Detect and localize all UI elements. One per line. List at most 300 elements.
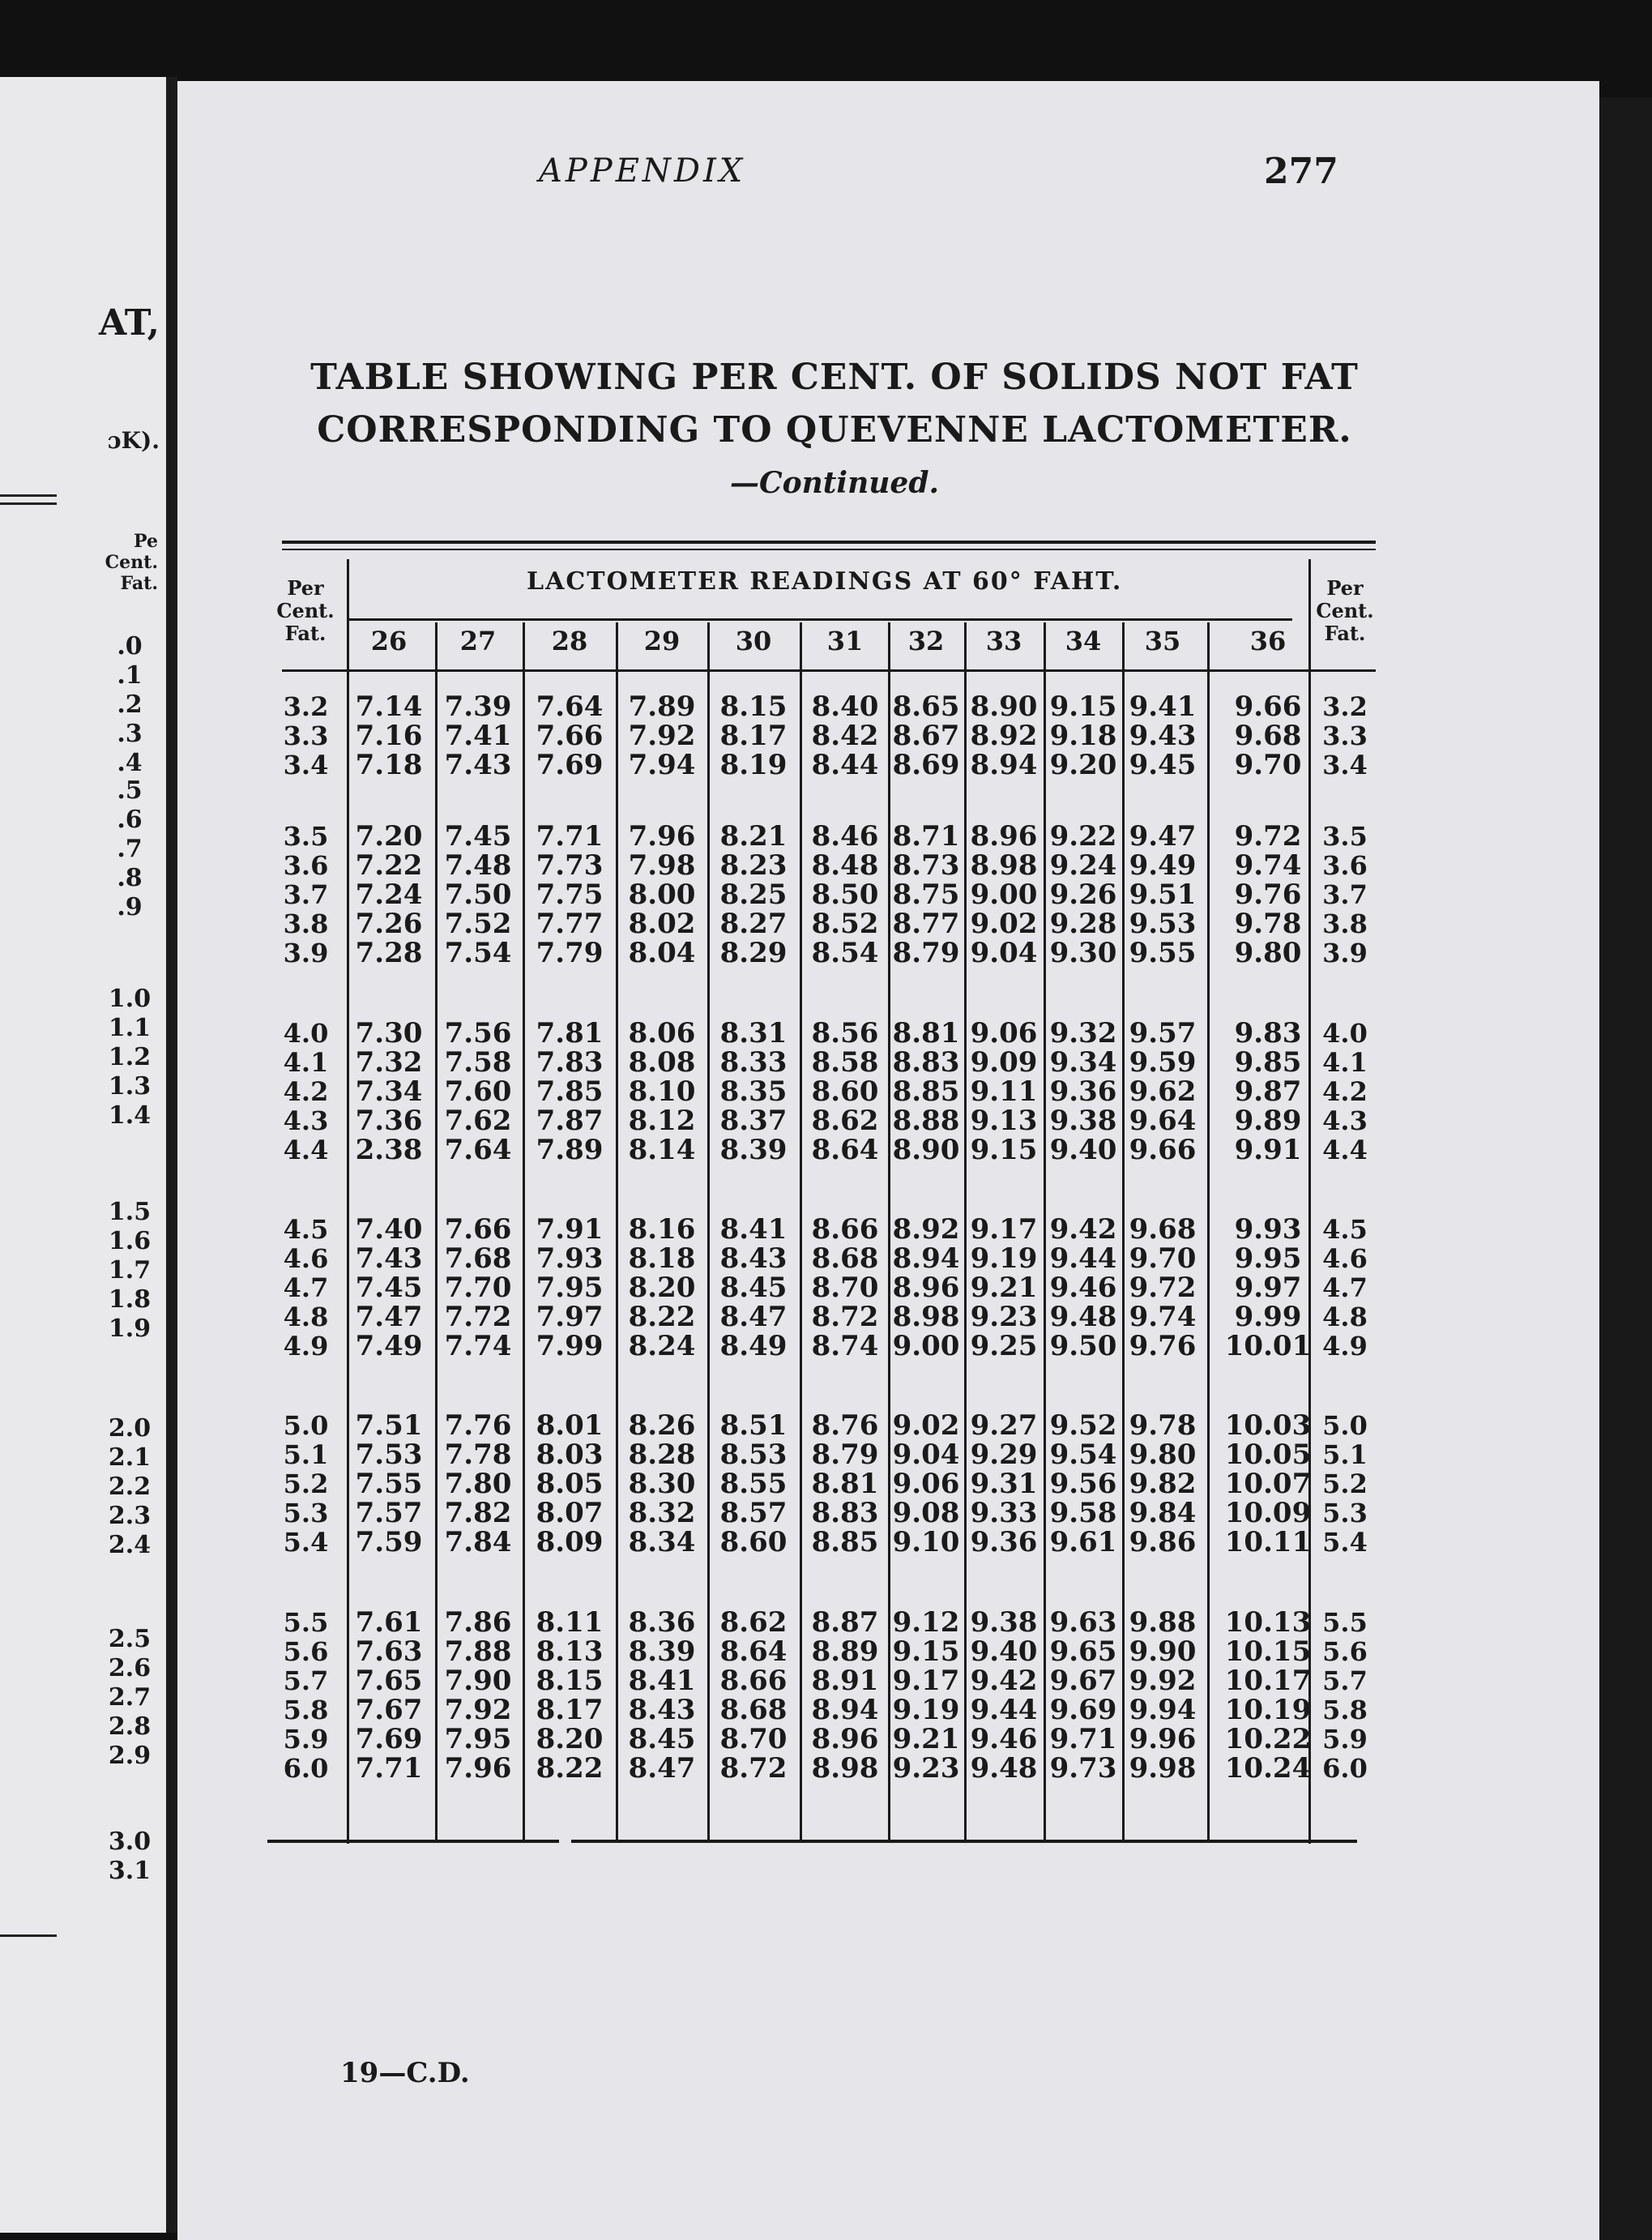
fat-percent-cell: 3.5 [283,821,329,852]
solids-not-fat-cell: 9.00 [892,1330,960,1362]
column-header-rule [282,669,1376,672]
fat-percent-cell: 5.7 [283,1665,329,1696]
solids-not-fat-cell: 8.72 [719,1752,788,1785]
solids-not-fat-cell: 10.13 [1224,1606,1312,1639]
solids-not-fat-cell: 9.78 [1129,1409,1197,1442]
solids-not-fat-cell: 7.66 [536,720,604,752]
fat-percent-cell: 4.4 [283,1135,329,1165]
solids-not-fat-cell: 8.64 [719,1635,788,1668]
fat-percent-cell-right: 5.3 [1322,1498,1368,1528]
solids-not-fat-cell: 7.97 [536,1301,604,1333]
solids-not-fat-cell: 9.57 [1129,1017,1197,1049]
solids-not-fat-cell: 7.94 [628,749,696,781]
solids-not-fat-cell: 8.48 [811,849,879,882]
solids-not-fat-cell: 7.30 [355,1017,423,1049]
solids-not-fat-cell: 7.62 [444,1105,512,1137]
solids-not-fat-cell: 9.28 [1049,908,1117,940]
solids-not-fat-cell: 8.39 [628,1635,696,1668]
solids-not-fat-cell: 7.86 [444,1606,512,1639]
fat-percent-cell-right: 5.2 [1322,1468,1368,1499]
solids-not-fat-cell: 8.45 [719,1272,788,1304]
fat-percent-cell-right: 5.4 [1322,1527,1368,1558]
solids-not-fat-cell: 9.41 [1129,690,1197,723]
solids-not-fat-cell: 9.06 [892,1468,960,1500]
solids-not-fat-cell: 7.80 [444,1468,512,1500]
running-header: APPENDIX [539,152,746,190]
solids-not-fat-cell: 7.28 [355,937,423,969]
solids-not-fat-cell: 9.72 [1129,1272,1197,1304]
column-header: 28 [551,626,588,656]
solids-not-fat-cell: 7.83 [536,1046,604,1079]
solids-not-fat-cell: 9.91 [1234,1134,1302,1166]
solids-not-fat-cell: 9.23 [970,1301,1038,1333]
solids-not-fat-cell: 9.22 [1049,820,1117,853]
fat-percent-cell-right: 3.2 [1322,691,1368,722]
page-edge-shadow [1599,97,1652,2240]
solids-not-fat-cell: 9.68 [1234,720,1302,752]
column-header: 29 [643,626,681,656]
solids-not-fat-cell: 9.17 [892,1665,960,1697]
solids-not-fat-cell: 9.15 [892,1635,960,1668]
solids-not-fat-cell: 9.56 [1049,1468,1117,1500]
solids-not-fat-cell: 9.71 [1049,1723,1117,1755]
solids-not-fat-cell: 8.55 [719,1468,788,1500]
table-bottom-rule [571,1840,1357,1843]
solids-not-fat-cell: 7.20 [355,820,423,853]
fat-percent-cell-right: 3.8 [1322,908,1368,939]
solids-not-fat-cell: 9.17 [970,1213,1038,1246]
solids-not-fat-cell: 8.98 [811,1752,879,1785]
solids-not-fat-cell: 8.90 [970,690,1038,723]
solids-not-fat-cell: 9.69 [1049,1694,1117,1726]
solids-not-fat-cell: 7.82 [444,1497,512,1529]
solids-not-fat-cell: 7.73 [536,849,604,882]
solids-not-fat-cell: 9.89 [1234,1105,1302,1137]
left-page-bottom-rule [0,1934,57,1937]
fat-percent-cell: 5.0 [283,1410,329,1441]
solids-not-fat-cell: 8.28 [628,1438,696,1471]
solids-not-fat-cell: 9.15 [970,1134,1038,1166]
solids-not-fat-cell: 7.14 [355,690,423,723]
solids-not-fat-cell: 7.51 [355,1409,423,1442]
solids-not-fat-cell: 7.47 [355,1301,423,1333]
previous-page-edge [0,77,166,2233]
solids-not-fat-cell: 8.62 [719,1606,788,1639]
solids-not-fat-cell: 10.05 [1224,1438,1312,1471]
solids-not-fat-cell: 7.69 [536,749,604,781]
solids-not-fat-cell: 8.26 [628,1409,696,1442]
solids-not-fat-cell: 8.98 [970,849,1038,882]
solids-not-fat-cell: 8.56 [811,1017,879,1049]
table-top-rule [282,541,1376,544]
fat-percent-cell-right: 3.7 [1322,879,1368,910]
solids-not-fat-cell: 9.61 [1049,1526,1117,1558]
solids-not-fat-cell: 9.51 [1129,878,1197,911]
solids-not-fat-cell: 9.93 [1234,1213,1302,1246]
solids-not-fat-cell: 8.58 [811,1046,879,1079]
fat-percent-cell-right: 4.0 [1322,1018,1368,1049]
fat-percent-cell: 5.6 [283,1636,329,1667]
column-header: 35 [1144,626,1181,656]
left-page-fat-value: .6 [117,806,143,834]
solids-not-fat-cell: 9.13 [970,1105,1038,1137]
solids-not-fat-cell: 9.04 [970,937,1038,969]
solids-not-fat-cell: 8.41 [719,1213,788,1246]
solids-not-fat-cell: 8.19 [719,749,788,781]
solids-not-fat-cell: 9.92 [1129,1665,1197,1697]
solids-not-fat-cell: 9.74 [1129,1301,1197,1333]
solids-not-fat-cell: 8.46 [811,820,879,853]
fat-percent-cell: 4.8 [283,1302,329,1332]
solids-not-fat-cell: 7.34 [355,1075,423,1108]
solids-not-fat-cell: 7.90 [444,1665,512,1697]
solids-not-fat-cell: 9.08 [892,1497,960,1529]
solids-not-fat-cell: 8.83 [892,1046,960,1079]
solids-not-fat-cell: 8.70 [719,1723,788,1755]
solids-not-fat-cell: 8.41 [628,1665,696,1697]
solids-not-fat-cell: 8.71 [892,820,960,853]
fat-percent-cell: 3.3 [283,720,329,751]
solids-not-fat-cell: 9.78 [1234,908,1302,940]
solids-not-fat-cell: 7.58 [444,1046,512,1079]
solids-not-fat-cell: 9.15 [1049,690,1117,723]
solids-not-fat-cell: 10.03 [1224,1409,1312,1442]
fat-percent-cell-right: 4.6 [1322,1243,1368,1274]
solids-not-fat-cell: 7.32 [355,1046,423,1079]
fat-percent-cell: 5.2 [283,1468,329,1499]
solids-not-fat-cell: 9.43 [1129,720,1197,752]
left-page-fat-value: 2.5 [108,1625,152,1653]
solids-not-fat-cell: 9.76 [1129,1330,1197,1362]
solids-not-fat-cell: 9.29 [970,1438,1038,1471]
solids-not-fat-cell: 7.92 [628,720,696,752]
solids-not-fat-cell: 9.82 [1129,1468,1197,1500]
column-header: 26 [370,626,408,656]
solids-not-fat-cell: 9.49 [1129,849,1197,882]
solids-not-fat-cell: 9.02 [892,1409,960,1442]
fat-percent-cell: 3.4 [283,750,329,780]
solids-not-fat-cell: 9.23 [892,1752,960,1785]
solids-not-fat-cell: 8.05 [536,1468,604,1500]
left-page-rule [0,494,57,497]
solids-not-fat-cell: 8.12 [628,1105,696,1137]
solids-not-fat-cell: 10.09 [1224,1497,1312,1529]
solids-not-fat-cell: 9.18 [1049,720,1117,752]
solids-not-fat-cell: 9.44 [970,1694,1038,1726]
left-page-fat-value: 2.9 [108,1742,152,1770]
solids-not-fat-cell: 8.33 [719,1046,788,1079]
solids-not-fat-cell: 7.66 [444,1213,512,1246]
solids-not-fat-cell: 8.18 [628,1242,696,1275]
solids-not-fat-cell: 10.11 [1224,1526,1312,1558]
fat-percent-cell-right: 5.1 [1322,1439,1368,1470]
fat-percent-cell-right: 5.0 [1322,1410,1368,1441]
fat-percent-cell: 4.7 [283,1272,329,1303]
solids-not-fat-cell: 8.43 [719,1242,788,1275]
solids-not-fat-cell: 7.43 [355,1242,423,1275]
solids-not-fat-cell: 9.30 [1049,937,1117,969]
fat-percent-cell: 4.1 [283,1047,329,1078]
solids-not-fat-cell: 9.86 [1129,1526,1197,1558]
solids-not-fat-cell: 9.59 [1129,1046,1197,1079]
solids-not-fat-cell: 8.22 [536,1752,604,1785]
solids-not-fat-cell: 7.99 [536,1330,604,1362]
solids-not-fat-cell: 7.69 [355,1723,423,1755]
solids-not-fat-cell: 9.65 [1049,1635,1117,1668]
column-header: 30 [735,626,772,656]
fat-percent-cell: 4.3 [283,1105,329,1136]
solids-not-fat-cell: 9.64 [1129,1105,1197,1137]
solids-not-fat-cell: 8.36 [628,1606,696,1639]
solids-not-fat-cell: 9.00 [970,878,1038,911]
solids-not-fat-cell: 9.68 [1129,1213,1197,1246]
solids-not-fat-cell: 8.24 [628,1330,696,1362]
solids-not-fat-cell: 8.68 [811,1242,879,1275]
solids-not-fat-cell: 8.68 [719,1694,788,1726]
fat-percent-cell: 5.1 [283,1439,329,1470]
fat-percent-cell-right: 4.8 [1322,1302,1368,1332]
solids-not-fat-cell: 9.94 [1129,1694,1197,1726]
solids-not-fat-cell: 9.62 [1129,1075,1197,1108]
solids-not-fat-cell: 8.60 [811,1075,879,1108]
solids-not-fat-cell: 8.81 [892,1017,960,1049]
solids-not-fat-cell: 8.96 [811,1723,879,1755]
solids-not-fat-cell: 9.04 [892,1438,960,1471]
left-page-fat-value: .9 [117,893,143,921]
solids-not-fat-cell: 9.54 [1049,1438,1117,1471]
readings-heading-rule [348,618,1292,621]
solids-not-fat-cell: 8.20 [536,1723,604,1755]
solids-not-fat-cell: 9.46 [1049,1272,1117,1304]
fat-percent-cell-right: 4.5 [1322,1214,1368,1245]
solids-not-fat-cell: 9.55 [1129,937,1197,969]
solids-not-fat-cell: 8.65 [892,690,960,723]
solids-not-fat-cell: 7.71 [355,1752,423,1785]
solids-not-fat-cell: 8.62 [811,1105,879,1137]
solids-not-fat-cell: 9.88 [1129,1606,1197,1639]
solids-not-fat-cell: 9.21 [970,1272,1038,1304]
solids-not-fat-cell: 9.83 [1234,1017,1302,1049]
solids-not-fat-cell: 8.66 [811,1213,879,1246]
solids-not-fat-cell: 9.80 [1234,937,1302,969]
solids-not-fat-cell: 8.50 [811,878,879,911]
solids-not-fat-cell: 8.85 [892,1075,960,1108]
solids-not-fat-cell: 8.44 [811,749,879,781]
solids-not-fat-cell: 8.30 [628,1468,696,1500]
solids-not-fat-cell: 9.38 [1049,1105,1117,1137]
table-bottom-rule [267,1840,559,1843]
solids-not-fat-cell: 8.35 [719,1075,788,1108]
left-page-fat-value: 1.1 [108,1014,152,1042]
solids-not-fat-cell: 10.22 [1224,1723,1312,1755]
solids-not-fat-cell: 8.09 [536,1526,604,1558]
solids-not-fat-cell: 10.19 [1224,1694,1312,1726]
column-header: 27 [459,626,497,656]
solids-not-fat-cell: 9.38 [970,1606,1038,1639]
solids-not-fat-cell: 8.87 [811,1606,879,1639]
solids-not-fat-cell: 9.09 [970,1046,1038,1079]
left-page-fat-value: 2.8 [108,1712,152,1741]
solids-not-fat-cell: 9.02 [970,908,1038,940]
fat-percent-cell: 5.9 [283,1724,329,1755]
solids-not-fat-cell: 9.48 [970,1752,1038,1785]
solids-not-fat-cell: 7.93 [536,1242,604,1275]
left-page-fat-value: .1 [117,661,143,690]
column-header: 31 [826,626,864,656]
left-page-fat-value: 1.9 [108,1315,152,1343]
solids-not-fat-cell: 9.42 [1049,1213,1117,1246]
fat-percent-cell: 5.5 [283,1607,329,1638]
solids-not-fat-cell: 9.70 [1129,1242,1197,1275]
solids-not-fat-cell: 8.23 [719,849,788,882]
solids-not-fat-cell: 9.97 [1234,1272,1302,1304]
fat-percent-cell-right: 3.9 [1322,938,1368,968]
solids-not-fat-cell: 7.56 [444,1017,512,1049]
solids-not-fat-cell: 7.54 [444,937,512,969]
solids-not-fat-cell: 8.94 [970,749,1038,781]
left-page-fat-value: 1.5 [108,1198,152,1226]
fat-percent-cell-right: 3.3 [1322,720,1368,751]
signature-mark: 19—C.D. [340,2057,470,2089]
solids-not-fat-cell: 9.40 [970,1635,1038,1668]
solids-not-fat-cell: 7.89 [536,1134,604,1166]
fat-percent-cell: 3.6 [283,850,329,881]
page-number: 277 [1264,151,1338,192]
solids-not-fat-cell: 7.84 [444,1526,512,1558]
solids-not-fat-cell: 2.38 [355,1134,423,1166]
solids-not-fat-cell: 7.96 [444,1752,512,1785]
solids-not-fat-cell: 8.88 [892,1105,960,1137]
left-page-fat-value: 2.7 [108,1683,152,1712]
solids-not-fat-cell: 7.75 [536,878,604,911]
fat-header-right: Per Cent. Fat. [1316,576,1374,645]
solids-not-fat-cell: 7.41 [444,720,512,752]
solids-not-fat-cell: 7.61 [355,1606,423,1639]
solids-not-fat-cell: 7.87 [536,1105,604,1137]
solids-not-fat-cell: 7.40 [355,1213,423,1246]
solids-not-fat-cell: 10.17 [1224,1665,1312,1697]
solids-not-fat-cell: 9.96 [1129,1723,1197,1755]
solids-not-fat-cell: 8.64 [811,1134,879,1166]
left-page-fat-value: 2.4 [108,1531,152,1559]
solids-not-fat-cell: 9.53 [1129,908,1197,940]
fat-percent-cell: 4.2 [283,1076,329,1107]
solids-not-fat-cell: 8.94 [892,1242,960,1275]
fat-percent-cell-right: 4.3 [1322,1105,1368,1136]
fat-percent-cell: 3.9 [283,938,329,968]
solids-not-fat-cell: 7.22 [355,849,423,882]
solids-not-fat-cell: 8.92 [892,1213,960,1246]
fat-percent-cell-right: 5.8 [1322,1695,1368,1725]
left-page-heading: AT, [99,302,160,344]
solids-not-fat-cell: 8.92 [970,720,1038,752]
fat-percent-cell-right: 4.4 [1322,1135,1368,1165]
solids-not-fat-cell: 8.73 [892,849,960,882]
left-page-fat-value: .7 [117,835,143,863]
fat-percent-cell-right: 4.2 [1322,1076,1368,1107]
left-page-fat-value: .0 [117,632,143,660]
solids-not-fat-cell: 9.25 [970,1330,1038,1362]
solids-not-fat-cell: 7.36 [355,1105,423,1137]
solids-not-fat-cell: 9.20 [1049,749,1117,781]
solids-not-fat-cell: 7.65 [355,1665,423,1697]
fat-percent-cell: 3.8 [283,908,329,939]
solids-not-fat-cell: 7.81 [536,1017,604,1049]
solids-not-fat-cell: 7.43 [444,749,512,781]
solids-not-fat-cell: 7.24 [355,878,423,911]
solids-not-fat-cell: 9.95 [1234,1242,1302,1275]
left-page-fat-value: .2 [117,690,143,719]
solids-not-fat-cell: 8.79 [892,937,960,969]
solids-not-fat-cell: 8.08 [628,1046,696,1079]
solids-not-fat-cell: 8.17 [719,720,788,752]
solids-not-fat-cell: 8.37 [719,1105,788,1137]
fat-percent-cell: 5.8 [283,1695,329,1725]
left-page-fat-value: .3 [117,720,143,748]
solids-not-fat-cell: 8.34 [628,1526,696,1558]
solids-not-fat-cell: 9.70 [1234,749,1302,781]
solids-not-fat-cell: 8.02 [628,908,696,940]
solids-not-fat-cell: 8.17 [536,1694,604,1726]
left-page-fat-value: 1.3 [108,1072,152,1101]
solids-not-fat-cell: 8.13 [536,1635,604,1668]
solids-not-fat-cell: 8.32 [628,1497,696,1529]
fat-percent-cell: 4.5 [283,1214,329,1245]
solids-not-fat-cell: 7.60 [444,1075,512,1108]
solids-not-fat-cell: 7.92 [444,1694,512,1726]
fat-percent-cell-right: 3.5 [1322,821,1368,852]
solids-not-fat-cell: 8.89 [811,1635,879,1668]
column-header: 33 [985,626,1022,656]
solids-not-fat-cell: 8.43 [628,1694,696,1726]
left-page-fat-value: 1.0 [108,985,152,1013]
solids-not-fat-cell: 7.98 [628,849,696,882]
fat-percent-cell-right: 3.6 [1322,850,1368,881]
solids-not-fat-cell: 8.53 [719,1438,788,1471]
solids-not-fat-cell: 10.07 [1224,1468,1312,1500]
solids-not-fat-cell: 9.76 [1234,878,1302,911]
left-page-fat-value: 2.0 [108,1414,152,1443]
fat-percent-cell: 4.0 [283,1018,329,1049]
solids-not-fat-cell: 9.33 [970,1497,1038,1529]
solids-not-fat-cell: 7.68 [444,1242,512,1275]
solids-not-fat-cell: 8.45 [628,1723,696,1755]
solids-not-fat-cell: 9.45 [1129,749,1197,781]
solids-not-fat-cell: 8.70 [811,1272,879,1304]
solids-not-fat-cell: 8.22 [628,1301,696,1333]
solids-not-fat-cell: 9.27 [970,1409,1038,1442]
solids-not-fat-cell: 9.73 [1049,1752,1117,1785]
solids-not-fat-cell: 7.96 [628,820,696,853]
table-title-line-1: TABLE SHOWING PER CENT. OF SOLIDS NOT FAT [310,357,1359,398]
solids-not-fat-cell: 9.21 [892,1723,960,1755]
solids-not-fat-cell: 7.79 [536,937,604,969]
fat-percent-cell-right: 5.5 [1322,1607,1368,1638]
solids-not-fat-cell: 8.11 [536,1606,604,1639]
solids-not-fat-cell: 9.84 [1129,1497,1197,1529]
fat-percent-cell-right: 4.9 [1322,1331,1368,1362]
solids-not-fat-cell: 8.47 [628,1752,696,1785]
solids-not-fat-cell: 9.42 [970,1665,1038,1697]
solids-not-fat-cell: 8.54 [811,937,879,969]
solids-not-fat-cell: 9.47 [1129,820,1197,853]
fat-percent-cell: 4.6 [283,1243,329,1274]
solids-not-fat-cell: 8.66 [719,1665,788,1697]
solids-not-fat-cell: 9.48 [1049,1301,1117,1333]
solids-not-fat-cell: 7.45 [444,820,512,853]
book-gutter [166,77,177,2233]
solids-not-fat-cell: 9.74 [1234,849,1302,882]
